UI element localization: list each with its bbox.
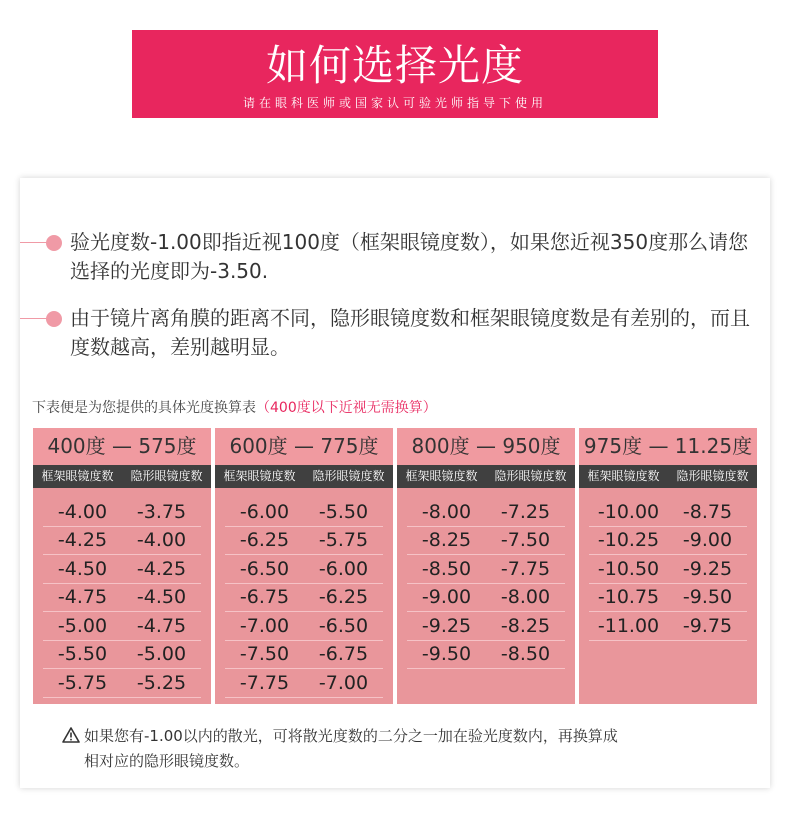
contact-degree-value: -6.25 [318, 586, 369, 609]
frame-degree-value: -4.00 [57, 500, 108, 523]
column-subheader [33, 465, 211, 488]
table-row [407, 555, 565, 584]
range-column [33, 428, 211, 704]
bullet-text: 由于镜片离角膜的距离不同，隐形眼镜度数和框架眼镜度数是有差别的，而且度数越高，差别越明显。 [70, 306, 750, 359]
table-row [225, 641, 383, 670]
table-row [43, 584, 201, 613]
frame-degree-value: -9.50 [421, 643, 472, 666]
contact-degree-value: -4.75 [136, 614, 187, 637]
frame-degree-value: -8.50 [421, 557, 472, 580]
frame-degree-value: -6.75 [239, 586, 290, 609]
contact-degree-label: 隐形眼镜度数 [312, 469, 385, 483]
contact-degree-value: -5.50 [318, 500, 369, 523]
range-column [397, 428, 575, 704]
contact-degree-value: -9.00 [682, 529, 733, 552]
contact-degree-value: -6.00 [318, 557, 369, 580]
frame-degree-value: -5.00 [57, 614, 108, 637]
table-intro [32, 398, 437, 418]
frame-degree-value: -6.00 [239, 500, 290, 523]
frame-degree-value: -11.00 [597, 614, 660, 637]
contact-degree-value: -3.75 [136, 500, 187, 523]
range-column [579, 428, 757, 704]
contact-degree-value: -5.75 [318, 529, 369, 552]
table-row [225, 669, 383, 698]
table-row [43, 612, 201, 641]
column-subheader [579, 465, 757, 488]
frame-degree-value: -7.00 [239, 614, 290, 637]
table-row [589, 555, 747, 584]
frame-degree-value: -9.00 [421, 586, 472, 609]
contact-degree-value: -9.75 [682, 614, 733, 637]
frame-degree-label: 框架眼镜度数 [587, 469, 660, 483]
table-row [43, 527, 201, 556]
footnote-line-2: 相对应的隐形眼镜度数。 [84, 752, 250, 770]
frame-degree-value: -10.25 [597, 529, 660, 552]
bullet-line [20, 318, 48, 319]
table-row [589, 584, 747, 613]
frame-degree-value: -10.75 [597, 586, 660, 609]
title-banner [132, 30, 658, 118]
footnote-line-1: 如果您有-1.00以内的散光，可将散光度数的二分之一加在验光度数内，再换算成 [84, 727, 618, 745]
contact-degree-value: -7.50 [500, 529, 551, 552]
table-row [407, 498, 565, 527]
frame-degree-label: 框架眼镜度数 [41, 469, 114, 483]
table-row [43, 555, 201, 584]
bullet-line [20, 242, 48, 243]
contact-degree-value: -9.50 [682, 586, 733, 609]
frame-degree-label: 框架眼镜度数 [405, 469, 478, 483]
contact-degree-label: 隐形眼镜度数 [676, 469, 749, 483]
contact-degree-value: -7.00 [318, 671, 369, 694]
frame-degree-value: -4.25 [57, 529, 108, 552]
table-row [589, 498, 747, 527]
table-row [407, 641, 565, 670]
frame-degree-value: -4.50 [57, 557, 108, 580]
bullet-item [20, 228, 770, 286]
frame-degree-value: -10.00 [597, 500, 660, 523]
table-row [589, 527, 747, 556]
range-header: 400度 — 575度 [33, 428, 211, 465]
contact-degree-value: -5.00 [136, 643, 187, 666]
table-row [43, 498, 201, 527]
bullet-item [20, 304, 770, 362]
bullet-text: 验光度数-1.00即指近视100度（框架眼镜度数），如果您近视350度那么请您选择的光度即为-3.50. [70, 230, 749, 283]
frame-degree-label: 框架眼镜度数 [223, 469, 296, 483]
contact-degree-label: 隐形眼镜度数 [494, 469, 567, 483]
table-intro-text: 下表便是为您提供的具体光度换算表 [32, 400, 256, 416]
contact-degree-value: -7.25 [500, 500, 551, 523]
table-row [225, 555, 383, 584]
frame-degree-value: -8.25 [421, 529, 472, 552]
footnote [62, 724, 742, 774]
table-row [225, 584, 383, 613]
bullet-dot-icon [46, 235, 62, 251]
range-column [215, 428, 393, 704]
table-row [225, 498, 383, 527]
contact-degree-value: -8.25 [500, 614, 551, 637]
contact-degree-label: 隐形眼镜度数 [130, 469, 203, 483]
warning-icon [62, 727, 80, 743]
frame-degree-value: -6.50 [239, 557, 290, 580]
contact-degree-value: -6.75 [318, 643, 369, 666]
table-row [407, 584, 565, 613]
frame-degree-value: -5.75 [57, 671, 108, 694]
table-row [225, 612, 383, 641]
table-row [407, 527, 565, 556]
contact-degree-value: -9.25 [682, 557, 733, 580]
frame-degree-value: -8.00 [421, 500, 472, 523]
contact-degree-value: -6.50 [318, 614, 369, 637]
table-row [43, 641, 201, 670]
frame-degree-value: -10.50 [597, 557, 660, 580]
frame-degree-value: -4.75 [57, 586, 108, 609]
contact-degree-value: -4.50 [136, 586, 187, 609]
contact-degree-value: -7.75 [500, 557, 551, 580]
contact-degree-value: -8.50 [500, 643, 551, 666]
column-subheader [215, 465, 393, 488]
content-card [20, 178, 770, 788]
contact-degree-value: -5.25 [136, 671, 187, 694]
conversion-table [33, 428, 759, 704]
frame-degree-value: -5.50 [57, 643, 108, 666]
page-title: 如何选择光度 [265, 41, 524, 90]
range-header: 600度 — 775度 [215, 428, 393, 465]
table-row [407, 612, 565, 641]
contact-degree-value: -8.00 [500, 586, 551, 609]
frame-degree-value: -6.25 [239, 529, 290, 552]
frame-degree-value: -9.25 [421, 614, 472, 637]
contact-degree-value: -4.25 [136, 557, 187, 580]
table-intro-highlight: （400度以下近视无需换算） [256, 400, 437, 416]
range-header: 800度 — 950度 [397, 428, 575, 465]
frame-degree-value: -7.75 [239, 671, 290, 694]
frame-degree-value: -7.50 [239, 643, 290, 666]
column-subheader [397, 465, 575, 488]
table-row [589, 612, 747, 641]
table-row [43, 669, 201, 698]
range-header: 975度 — 11.25度 [579, 428, 757, 465]
contact-degree-value: -8.75 [682, 500, 733, 523]
page-subtitle: 请在眼科医师或国家认可验光师指导下使用 [242, 96, 547, 110]
contact-degree-value: -4.00 [136, 529, 187, 552]
bullet-dot-icon [46, 311, 62, 327]
table-row [225, 527, 383, 556]
